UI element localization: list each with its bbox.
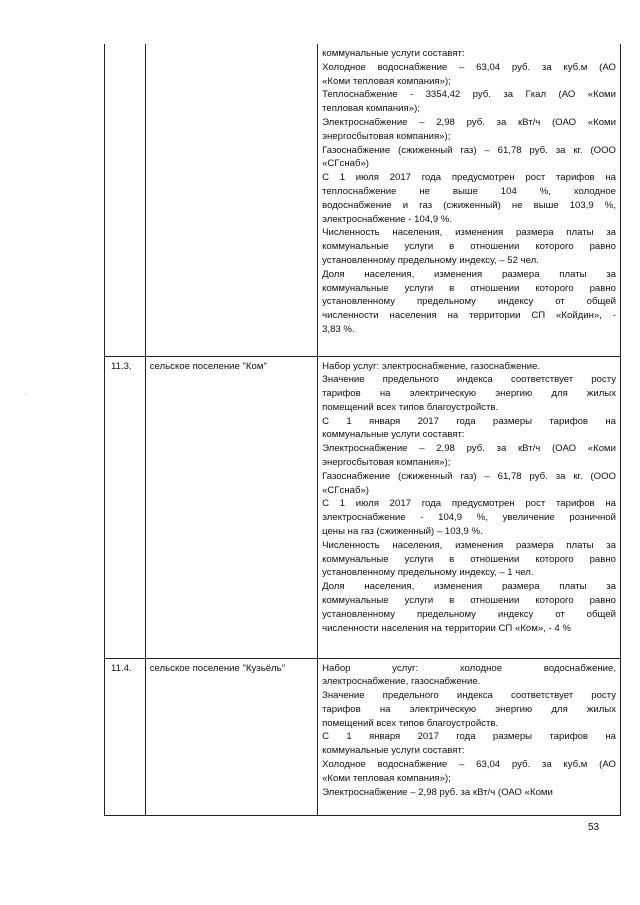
text-line: коммунальные услуги в отношении которого равно (322, 282, 616, 294)
row-number: 11.3. (105, 356, 146, 658)
text-line: электроснабжение - 104,9 %, увеличение розничной (322, 512, 616, 524)
text-line: коммунальные услуги в отношении которого равно (322, 595, 616, 607)
text-line: Электроснабжение – 2,98 руб. за кВт/ч (ОАО «Коми (322, 443, 616, 455)
text-line: «Коми тепловая компания»); (322, 75, 451, 87)
table-row (105, 658, 621, 815)
row-number (105, 44, 146, 356)
text-line: Значение предельного индекса соответствует росту (322, 690, 616, 702)
text-line: 3,83 %. (322, 323, 355, 335)
text-line: «Коми тепловая компания»); (322, 772, 451, 784)
text-line: Холодное водоснабжение – 63,04 руб. за куб.м (АО (322, 61, 616, 73)
text-line: Электроснабжение – 2,98 руб. за кВт/ч (ОАО «Коми (322, 116, 616, 128)
text-line: С 1 января 2017 года размеры тарифов на (322, 415, 616, 427)
text-line: Холодное водоснабжение – 63,04 руб. за куб.м (АО (322, 759, 616, 771)
text-line: Набор услуг: электроснабжение, газоснабжение. (322, 360, 541, 372)
text-line: тепловая компания»); (322, 103, 420, 115)
text-line: электроснабжение, газоснабжение. (322, 676, 481, 688)
text-line: тарифов на электрическую энергию для жилых (322, 703, 616, 715)
tariff-description (318, 658, 621, 815)
page-number: 53 (588, 822, 600, 833)
text-line: численности населения на территории СП «Койдин», - (322, 310, 616, 322)
text-line: коммунальные услуги составят: (322, 745, 465, 757)
text-line: Газоснабжение (сжиженный газ) – 61,78 руб. за кг. (ООО (322, 144, 616, 156)
text-line: Доля населения, изменения размера платы за (322, 268, 616, 280)
text-line: Доля населения, изменения размера платы за (322, 581, 616, 593)
tariff-description (318, 356, 621, 658)
text-line: Численность населения, изменения размера платы за (322, 539, 616, 551)
text-line: С 1 января 2017 года размеры тарифов на (322, 731, 616, 743)
text-line: С 1 июля 2017 года предусмотрен рост тарифов на (322, 498, 616, 510)
margin-mark: · (24, 390, 27, 399)
tariff-description (318, 44, 621, 356)
text-line: численности населения на территории СП «Ком», - 4 % (322, 622, 571, 634)
text-line: Численность населения, изменения размера платы за (322, 227, 616, 239)
text-line: «СГснаб») (322, 158, 369, 170)
text-line: помещений всех типов благоустройств. (322, 401, 499, 413)
text-line: установленному предельному индексу от общей (322, 608, 616, 620)
text-line: помещений всех типов благоустройств. (322, 717, 499, 729)
text-line: коммунальные услуги составят: (322, 48, 465, 59)
text-line: тарифов на электрическую энергию для жилых (322, 388, 616, 400)
text-line: «СГснаб») (322, 484, 369, 496)
text-line: установленному предельному индексу от общей (322, 296, 616, 308)
text-line: энергосбытовая компания»); (322, 457, 451, 469)
text-line: Электроснабжение – 2,98 руб. за кВт/ч (ОАО «Коми (322, 786, 553, 798)
text-line: коммунальные услуги составят: (322, 429, 465, 441)
text-line: цены на газ (сжиженный) – 103,9 %. (322, 526, 483, 538)
text-line: Теплоснабжение - 3354,42 руб. за Гкал (АО «Коми (322, 89, 616, 101)
text-line: энергосбытовая компания»); (322, 130, 451, 142)
text-line: установленному предельному индексу, – 52 чел. (322, 254, 539, 266)
text-line: установленному предельному индексу, – 1 чел. (322, 567, 534, 579)
tariff-table (104, 44, 621, 816)
table-row (105, 356, 621, 658)
row-number: 11.4. (105, 658, 146, 815)
table-row (105, 44, 621, 356)
settlement-name: сельское поселение "Ком" (145, 356, 317, 658)
text-line: водоснабжение и газ (сжиженный) не выше 103,9 %, (322, 199, 616, 211)
text-line: С 1 июля 2017 года предусмотрен рост тарифов на (322, 172, 616, 184)
text-line: коммунальные услуги в отношении которого равно (322, 553, 616, 565)
text-line: коммунальные услуги в отношении которого равно (322, 241, 616, 253)
text-line: Газоснабжение (сжиженный газ) – 61,78 руб. за кг. (ООО (322, 470, 616, 482)
text-line: Набор услуг: холодное водоснабжение, (322, 662, 616, 674)
settlement-name: сельское поселение "Кузьёль" (145, 658, 317, 815)
text-line: теплоснабжение не выше 104 %, холодное (322, 185, 616, 197)
settlement-name (145, 44, 317, 356)
text-line: Значение предельного индекса соответствует росту (322, 374, 616, 386)
text-line: электроснабжение - 104,9 %. (322, 213, 453, 225)
